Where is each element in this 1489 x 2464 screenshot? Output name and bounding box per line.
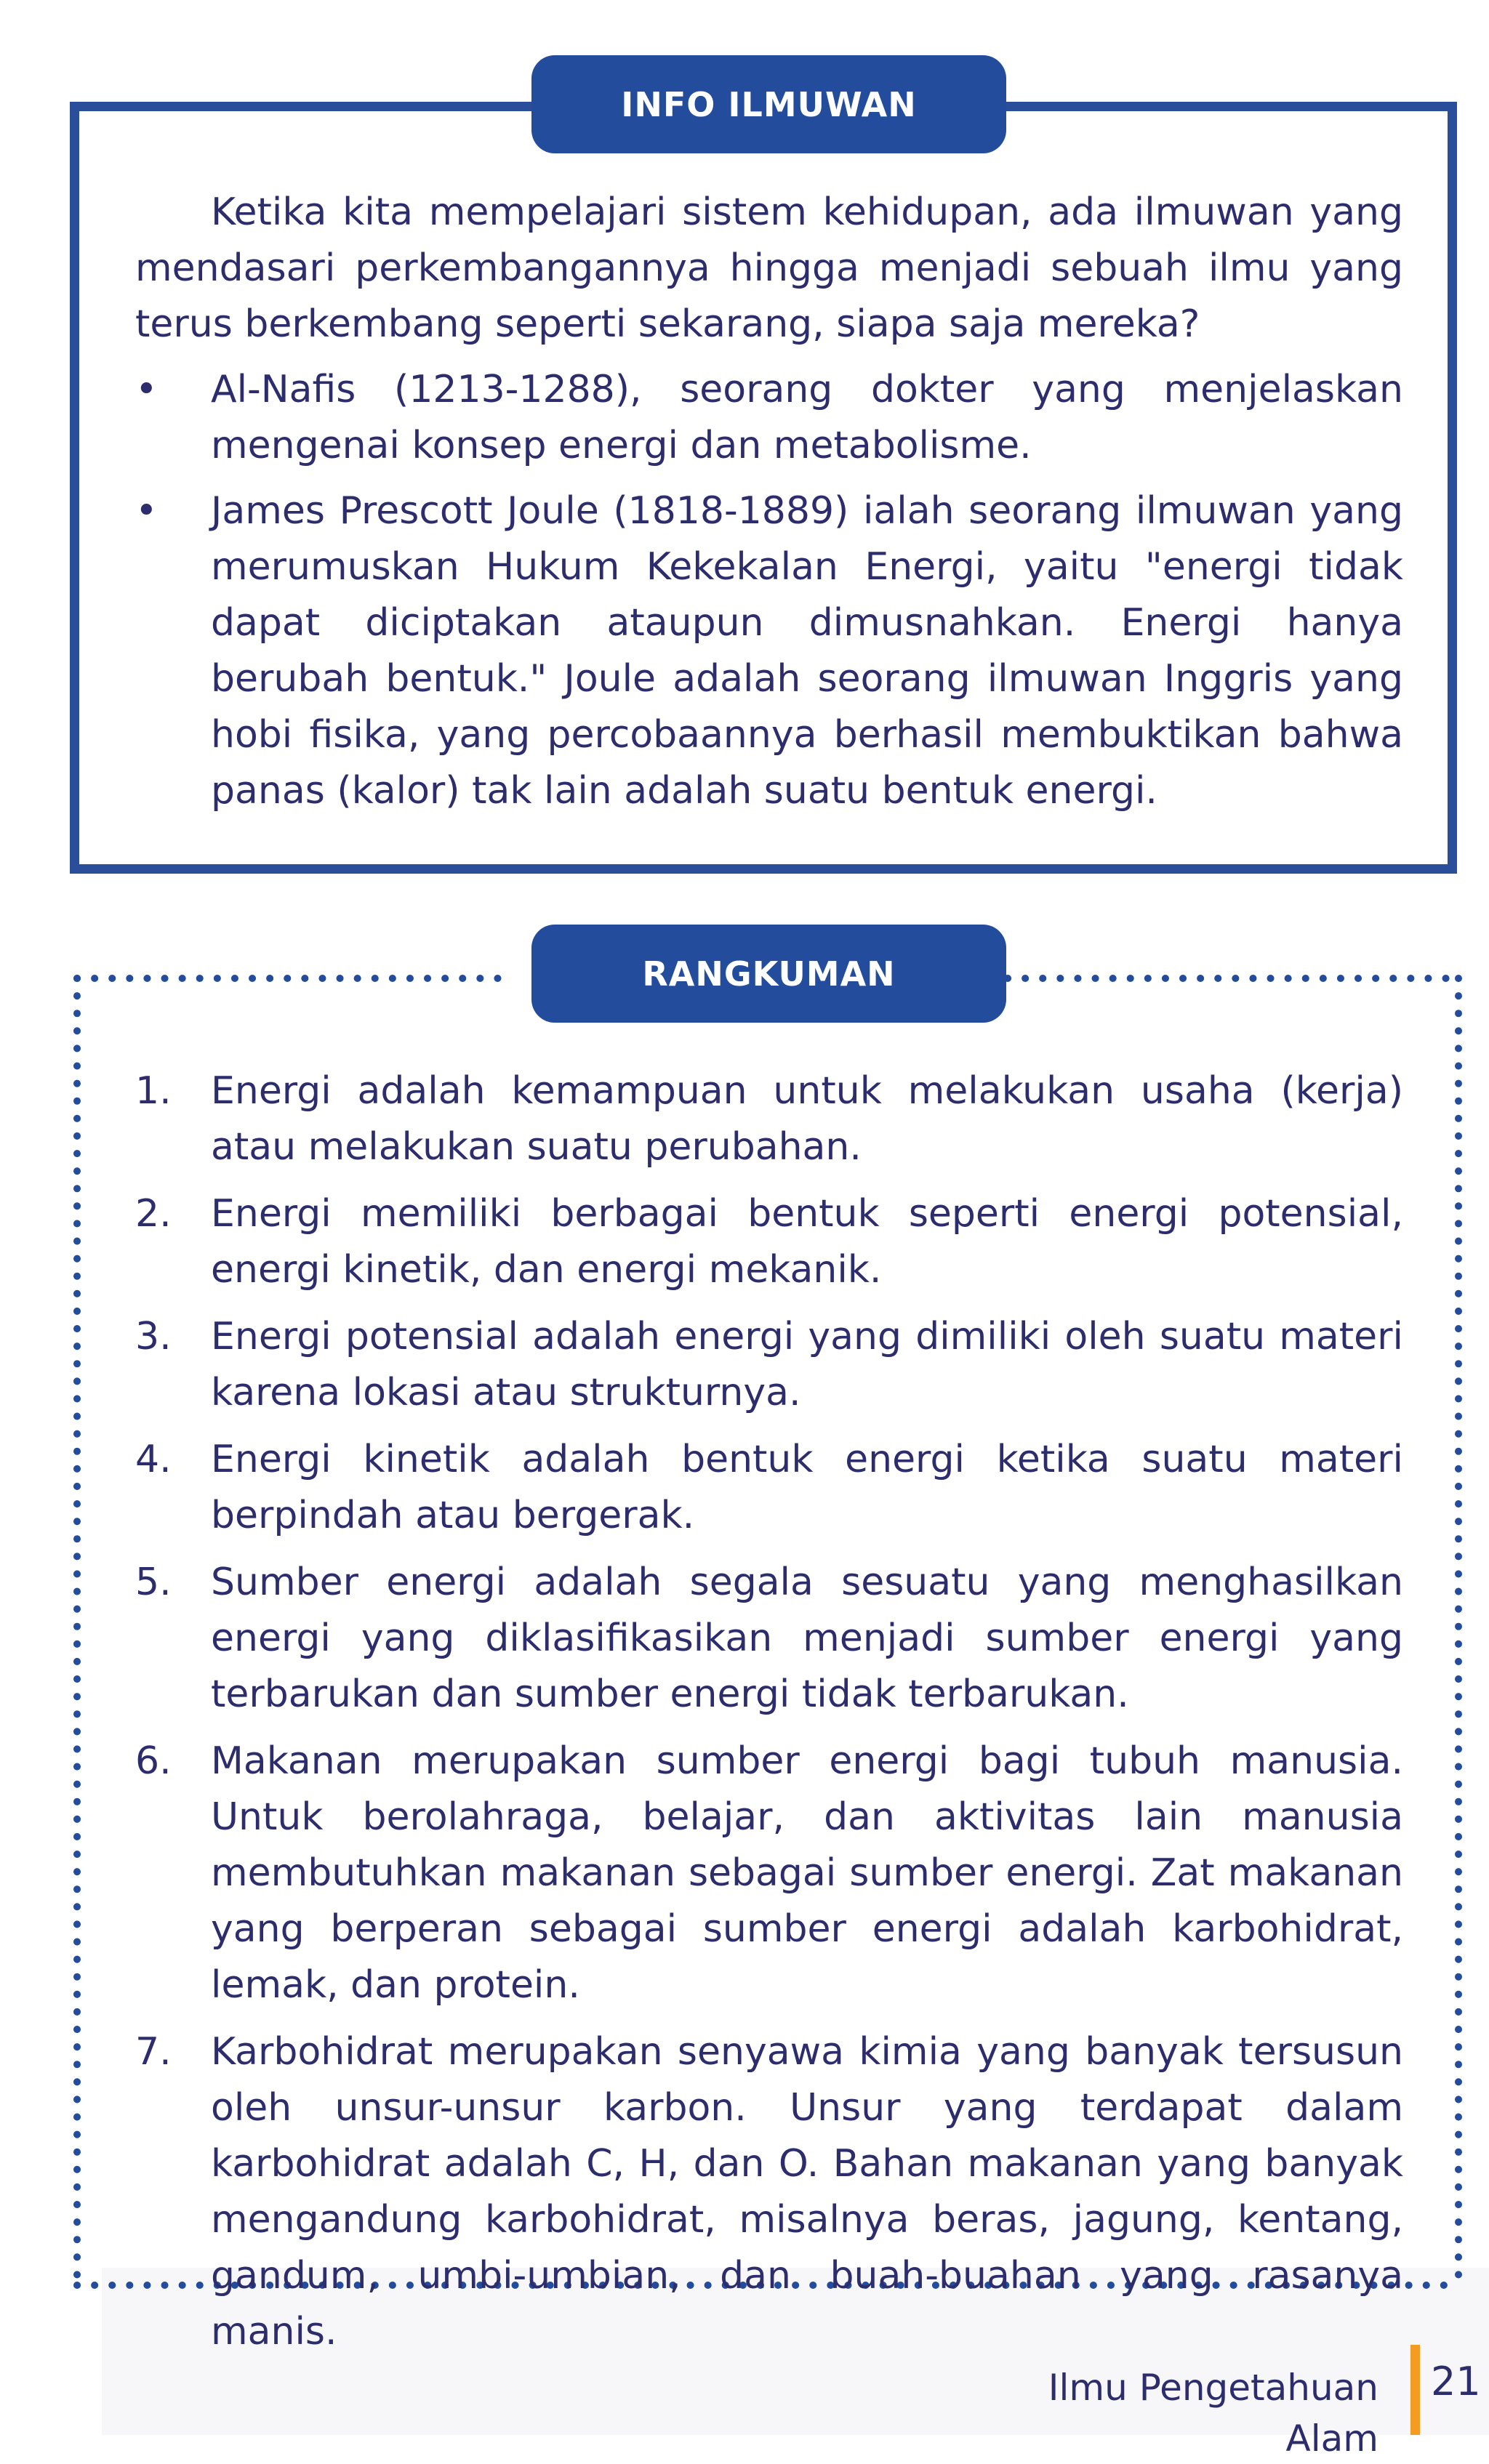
- list-item-text: Al-Nafis (1213-1288), seorang dokter yang menjelaskan mengenai konsep energi dan metabolisme.: [211, 368, 1403, 467]
- list-item: [135, 1309, 1403, 1421]
- list-item: [135, 1432, 1403, 1544]
- info-ilmuwan-title: INFO ILMUWAN: [531, 55, 1006, 153]
- list-item: [135, 1555, 1403, 1723]
- item-number: 5.: [135, 1561, 172, 1604]
- info-intro-paragraph: Ketika kita mempelajari sistem kehidupan, ada ilmuwan yang mendasari perkembangannya hingga menjadi sebuah ilmu yang terus berkembang seperti sekarang, siapa saja mereka?: [135, 190, 1403, 346]
- item-number: 1.: [135, 1069, 172, 1113]
- list-item-text: Sumber energi adalah segala sesuatu yang menghasilkan energi yang diklasifikasikan menjadi sumber energi yang terbarukan dan sumber energi tidak terbarukan.: [211, 1561, 1403, 1716]
- item-number: 6.: [135, 1739, 172, 1783]
- footer-subject: Ilmu Pengetahuan Alam: [1048, 2367, 1378, 2460]
- list-item: [135, 362, 1403, 474]
- list-item-text: Karbohidrat merupakan senyawa kimia yang banyak tersusun oleh unsur-unsur karbon. Unsur yang terdapat dalam karbohidrat adalah C, H, dan O. Bahan makanan yang banyak mengandung karbohidrat, misalnya beras, jagung, kentang, gandum, umbi-umbian, dan buah-buahan yang rasanya manis.: [211, 2030, 1403, 2354]
- list-item-text: James Prescott Joule (1818-1889) ialah seorang ilmuwan yang merumuskan Hukum Kekekalan Energi, yaitu "energi tidak dapat diciptakan ataupun dimusnahkan. Energi hanya berubah bentuk." Joule adalah seorang ilmuwan Inggris yang hobi fisika, yang percobaannya berhasil membuktikan bahwa panas (kalor) tak lain adalah suatu bentuk energi.: [211, 489, 1403, 813]
- item-number: 2.: [135, 1192, 172, 1236]
- info-ilmuwan-content: [135, 185, 1403, 819]
- bullet-marker: •: [135, 368, 158, 411]
- list-item-text: Makanan merupakan sumber energi bagi tubuh manusia. Untuk berolahraga, belajar, dan aktivitas lain manusia membutuhkan makanan sebagai sumber energi. Zat makanan yang berperan sebagai sumber energi adalah karbohidrat, lemak, dan protein.: [211, 1739, 1403, 2007]
- list-item-text: Energi memiliki berbagai bentuk seperti energi potensial, energi kinetik, dan energi mekanik.: [211, 1192, 1403, 1292]
- list-item-text: Energi potensial adalah energi yang dimiliki oleh suatu materi karena lokasi atau strukturnya.: [211, 1315, 1403, 1414]
- footer-divider: [1410, 2345, 1420, 2435]
- rangkuman-content: [135, 1052, 1403, 2360]
- list-item: [135, 1186, 1403, 1298]
- item-number: 7.: [135, 2030, 172, 2074]
- item-number: 3.: [135, 1315, 172, 1358]
- list-item: [135, 1063, 1403, 1175]
- list-item: [135, 2024, 1403, 2360]
- list-item-text: Energi adalah kemampuan untuk melakukan usaha (kerja) atau melakukan suatu perubahan.: [211, 1069, 1403, 1169]
- list-item-text: Energi kinetik adalah bentuk energi ketika suatu materi berpindah atau bergerak.: [211, 1438, 1403, 1537]
- rangkuman-title: RANGKUMAN: [531, 925, 1006, 1023]
- list-item: [135, 483, 1403, 819]
- list-item: [135, 1734, 1403, 2013]
- page-number: 21: [1431, 2359, 1481, 2404]
- item-number: 4.: [135, 1438, 172, 1481]
- bullet-marker: •: [135, 489, 158, 533]
